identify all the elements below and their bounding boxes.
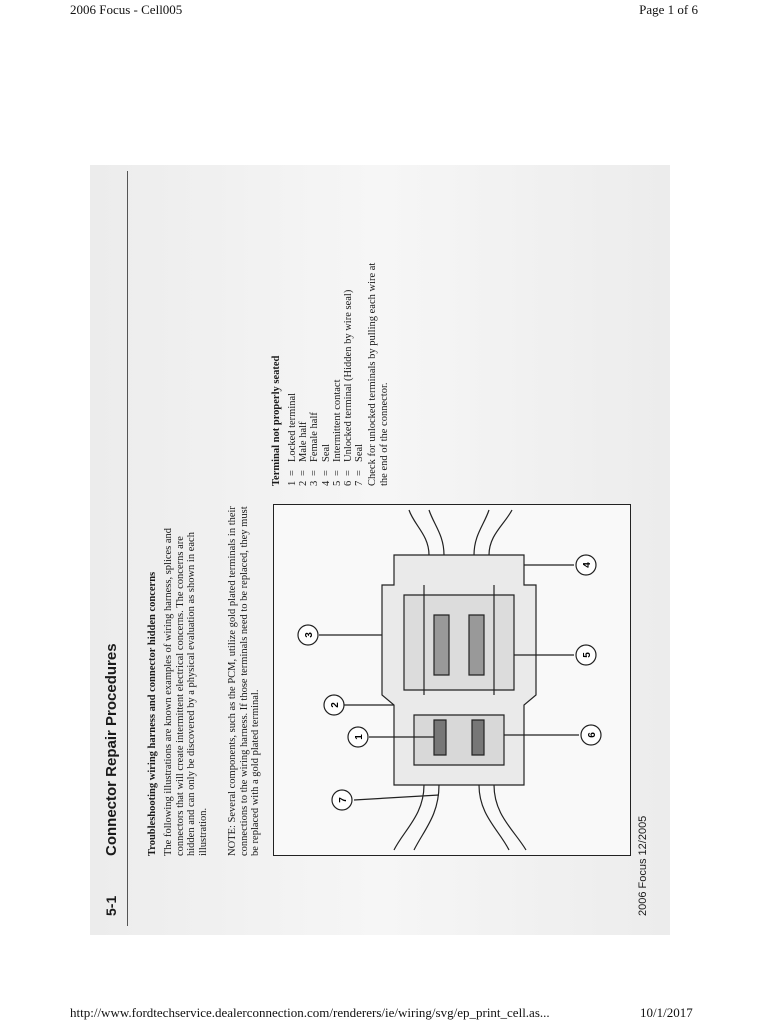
connector-diagram <box>273 504 631 856</box>
legend-item: 3=Female half <box>309 412 321 486</box>
section-number: 5-1 <box>103 895 119 916</box>
connector-illustration <box>274 505 630 855</box>
header-rule <box>127 171 128 926</box>
legend-title: Terminal not properly seated <box>271 355 282 486</box>
document-title: 2006 Focus - Cell005 <box>70 2 183 17</box>
callout-2: 2 <box>330 702 341 708</box>
callout-5: 5 <box>582 652 593 658</box>
legend-list <box>287 290 365 486</box>
section-title: Connector Repair Procedures <box>103 643 120 856</box>
callout-4: 4 <box>582 562 593 568</box>
rotated-manual-page <box>97 171 667 926</box>
callout-6: 6 <box>587 732 598 738</box>
legend-item: 7=Seal <box>354 443 366 486</box>
manual-footer: 2006 Focus 12/2005 <box>637 815 649 916</box>
callout-1: 1 <box>354 734 365 740</box>
footer-date: 10/1/2017 <box>640 1005 693 1020</box>
legend-item: 6=Unlocked terminal (Hidden by wire seal) <box>343 289 355 486</box>
legend-item: 4=Seal <box>320 443 332 486</box>
footer-url: http://www.fordtechservice.dealerconnection.com/renderers/ie/wiring/svg/ep_print_cell.as... <box>70 1005 550 1020</box>
check-instruction: Check for unlocked terminals by pulling each wire at the end of the connector. <box>367 262 390 486</box>
legend-item: 2=Male half <box>298 421 310 486</box>
legend-item: 5=Intermittent contact <box>331 379 343 486</box>
note-paragraph: NOTE: Several components, such as the PCM, utilize gold plated terminals in their connections to the wiring harness. If those terminals need to be replaced, they must be replaced with a gold plated terminal. <box>227 506 261 856</box>
page-indicator: Page 1 of 6 <box>639 2 698 17</box>
callout-3: 3 <box>304 632 315 638</box>
callout-7: 7 <box>338 797 349 803</box>
subheading: Troubleshooting wiring harness and connector hidden concerns <box>147 571 158 856</box>
intro-paragraph: The following illustrations are known examples of wiring harness, splices and connectors that will create intermittent electrical concerns. The concerns are hidden and can only be discovered by a physical evaluation as shown in each illustration. <box>163 527 209 856</box>
legend-item: 1=Locked terminal <box>287 392 298 486</box>
